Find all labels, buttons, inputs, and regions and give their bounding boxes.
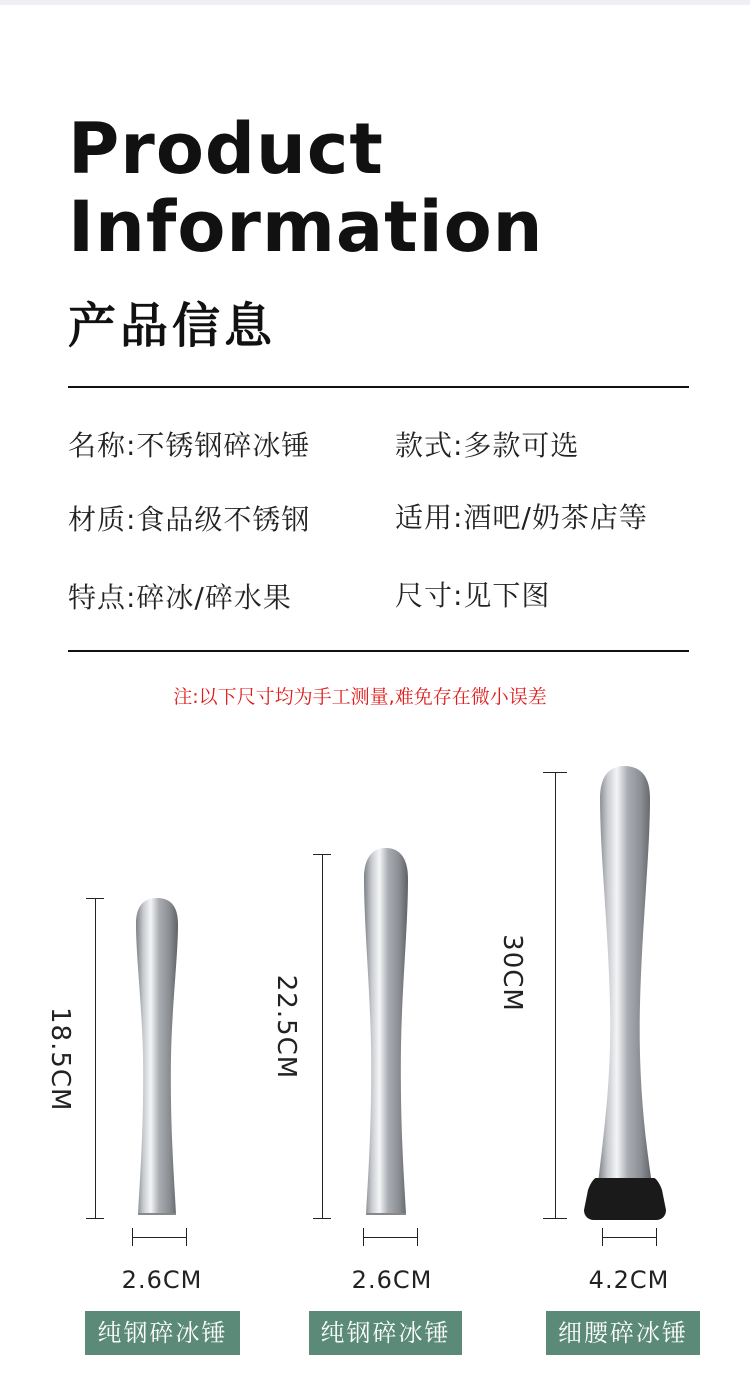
spec-material: 材质:食品级不锈钢 — [68, 503, 311, 536]
product-name-tag: 纯钢碎冰锤 — [85, 1311, 240, 1355]
width-line — [363, 1237, 417, 1238]
length-line — [95, 898, 96, 1218]
page-title — [68, 110, 544, 266]
length-tick-bottom — [313, 1218, 331, 1219]
length-tick-top — [86, 898, 104, 899]
measurement-note: 注:以下尺寸均为手工测量,难免存在微小误差 — [173, 686, 547, 708]
width-line — [602, 1237, 656, 1238]
spec-style: 款式:多款可选 — [395, 429, 580, 462]
top-strip — [0, 0, 750, 5]
length-tick-bottom — [86, 1218, 104, 1219]
length-label: 22.5CM — [271, 974, 301, 1080]
product-name-tag: 细腰碎冰锤 — [546, 1311, 700, 1355]
length-tick-top — [543, 772, 567, 773]
length-line — [322, 854, 323, 1218]
muddler-image — [360, 846, 412, 1218]
divider-top — [68, 386, 689, 388]
width-line — [132, 1237, 186, 1238]
muddler-image — [580, 764, 670, 1222]
spec-feature: 特点:碎冰/碎水果 — [68, 581, 292, 614]
length-line — [555, 772, 556, 1218]
length-label: 30CM — [497, 934, 527, 1012]
muddler-image — [132, 896, 182, 1218]
length-label: 18.5CM — [45, 1007, 75, 1112]
product-name-tag: 纯钢碎冰锤 — [309, 1311, 462, 1355]
spec-usage: 适用:酒吧/奶茶店等 — [395, 501, 648, 534]
page-title-zh: 产品信息 — [68, 298, 277, 354]
title-line-1: Product — [68, 108, 384, 190]
width-tick-right — [417, 1228, 418, 1246]
width-label: 4.2CM — [588, 1266, 670, 1294]
length-tick-bottom — [543, 1218, 567, 1219]
width-label: 2.6CM — [351, 1266, 433, 1294]
width-label: 2.6CM — [121, 1266, 203, 1294]
length-tick-top — [313, 854, 331, 855]
spec-name: 名称:不锈钢碎冰锤 — [68, 429, 311, 462]
divider-bottom — [68, 650, 689, 652]
title-line-2: Information — [68, 186, 544, 268]
width-tick-right — [656, 1228, 657, 1246]
spec-size: 尺寸:见下图 — [395, 579, 551, 612]
width-tick-right — [186, 1228, 187, 1246]
